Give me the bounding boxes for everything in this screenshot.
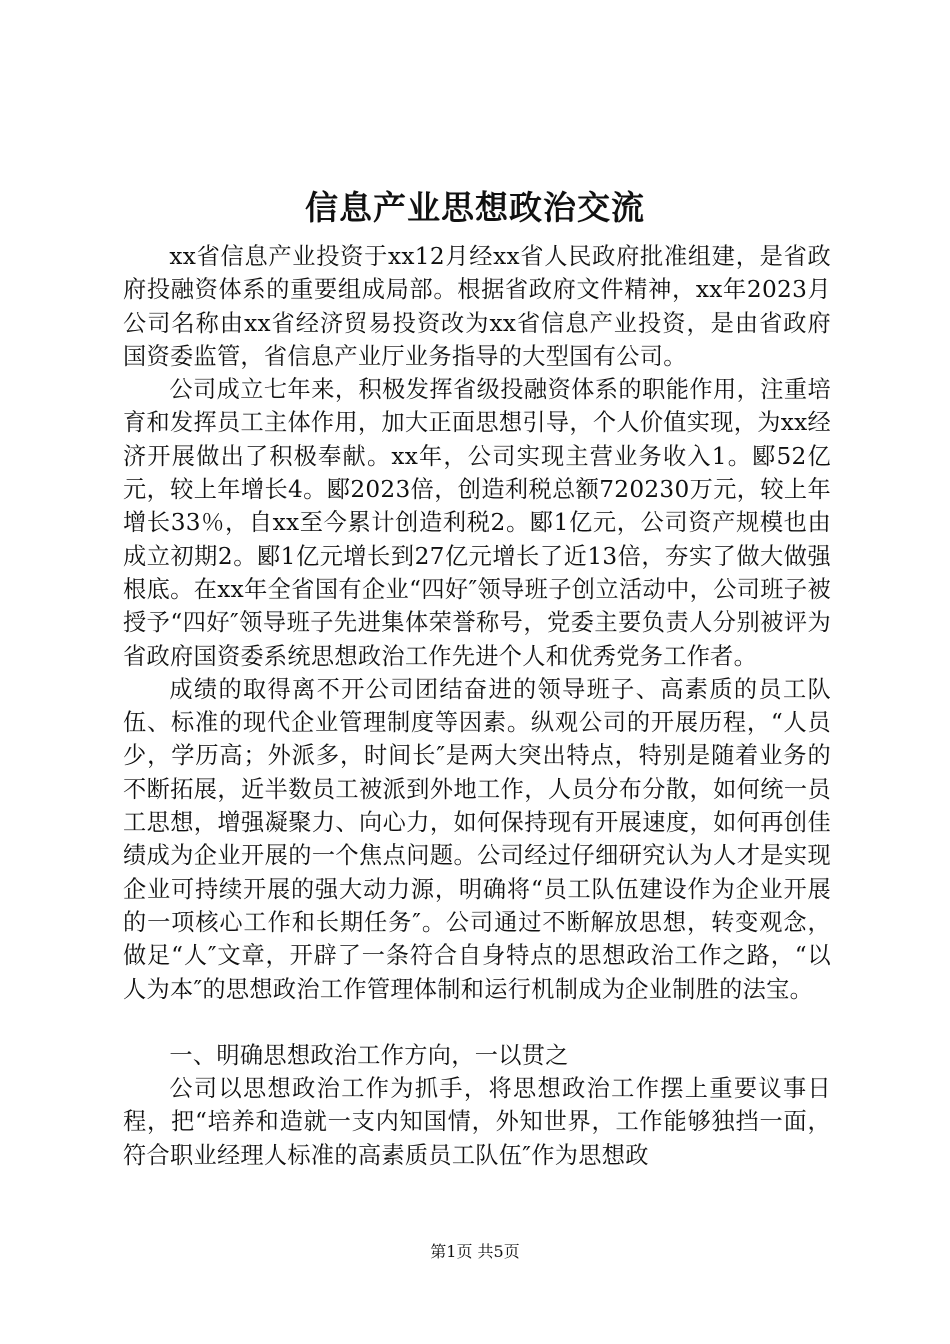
section-heading: 一、明确思想政治工作方向，一以贯之 — [169, 1041, 569, 1069]
document-title: 信息产业思想政治交流 — [305, 188, 645, 227]
document-body — [123, 240, 831, 1172]
page-number-footer: 第1页 共5页 — [430, 1242, 520, 1261]
paragraph: xx省信息产业投资于xx12月经xx省人民政府批准组建，是省政府投融资体系的重要组成局部。根据省政府文件精神，xx年2023月公司名称由xx省经济贸易投资改为xx省信息产业投资，是由省政府国资委监管，省信息产业厅业务指导的大型国有公司。 — [123, 243, 831, 370]
paragraph: 公司以思想政治工作为抓手，将思想政治工作摆上重要议事日程，把“培养和造就一支内知国情，外知世界，工作能够独挡一面，符合职业经理人标准的高素质员工队伍″作为思想政 — [123, 1075, 831, 1169]
paragraph: 成绩的取得离不开公司团结奋进的领导班子、高素质的员工队伍、标准的现代企业管理制度等因素。纵观公司的开展历程，“人员少，学历高；外派多，时间长″是两大突出特点，特别是随着业务的不断拓展，近半数员工被派到外地工作，人员分布分散，如何统一员工思想，增强凝聚力、向心力，如何保持现有开展速度，如何再创佳绩成为企业开展的一个焦点问题。公司经过仔细研究认为人才是实现企业可持续开展的强大动力源，明确将“员工队伍建设作为企业开展的一项核心工作和长期任务″。公司通过不断解放思想，转变观念，做足“人″文章，开辟了一条符合自身特点的思想政治工作之路，“以人为本″的思想政治工作管理体制和运行机制成为企业制胜的法宝。 — [123, 675, 831, 1003]
paragraph: 公司成立七年来，积极发挥省级投融资体系的职能作用，注重培育和发挥员工主体作用，加大正面思想引导，个人价值实现，为xx经济开展做出了积极奉献。xx年，公司实现主营业务收入1。郾52亿元，较上年增长4。郾2023倍，创造利税总额720230万元，较上年增长33％，自xx至今累计创造利税2。郾1亿元，公司资产规模也由成立初期2。郾1亿元增长到27亿元增长了近13倍，夯实了做大做强根底。在xx年全省国有企业“四好″领导班子创立活动中，公司班子被授予“四好″领导班子先进集体荣誉称号，党委主要负责人分别被评为省政府国资委系统思想政治工作先进个人和优秀党务工作者。 — [123, 376, 831, 670]
